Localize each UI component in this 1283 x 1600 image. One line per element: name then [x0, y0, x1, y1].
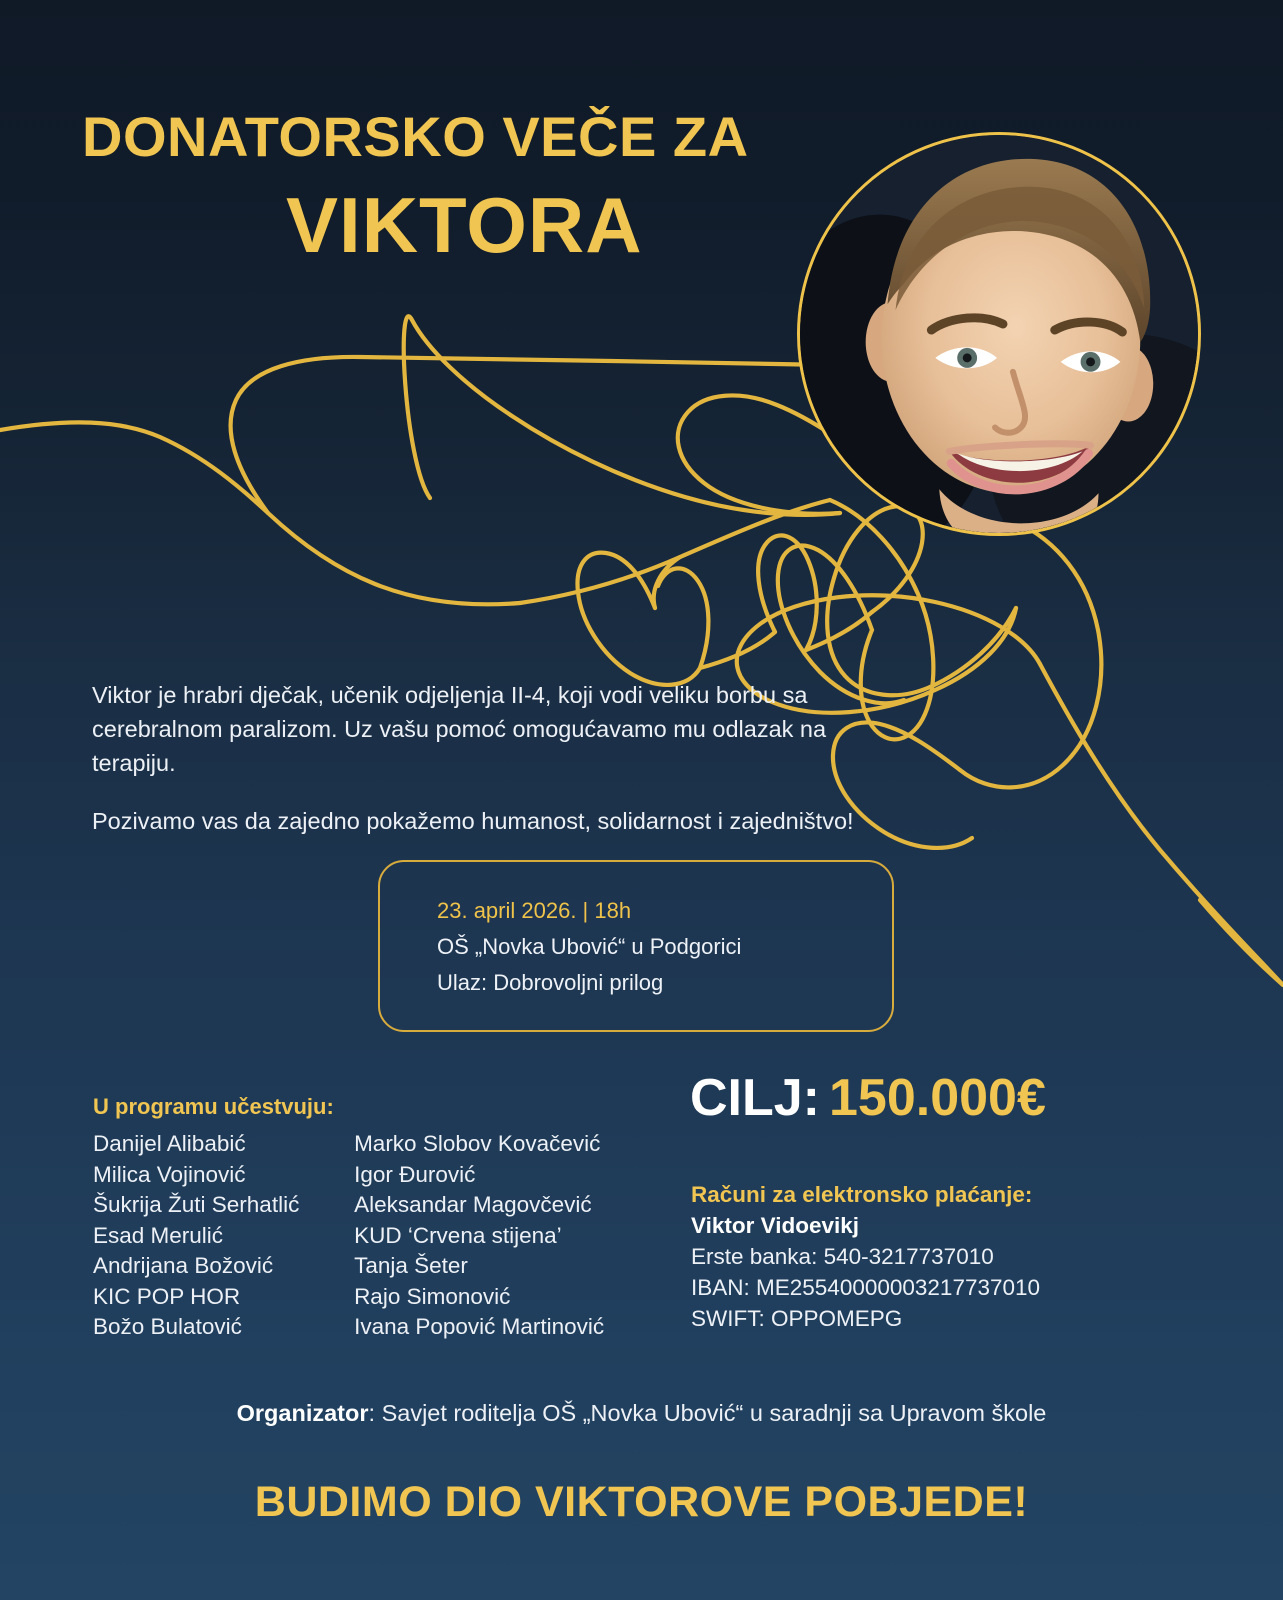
- participant-name: Božo Bulatović: [93, 1314, 242, 1339]
- description-paragraph-1: Viktor je hrabri dječak, učenik odjeljenja II-4, koji vodi veliku borbu sa cerebralnom paralizom. Uz vašu pomoć omogućavamo mu odlazak na terapiju.: [92, 682, 827, 776]
- goal-label: CILJ:: [690, 1069, 820, 1127]
- participant-name: Tanja Šeter: [354, 1253, 468, 1278]
- program-title: U programu učestvuju:: [93, 1094, 334, 1119]
- participant-name: Esad Merulić: [93, 1222, 224, 1248]
- event-venue: OŠ „Novka Ubović“ u Podgorici: [437, 934, 742, 959]
- organizer-line: [0, 1400, 1283, 1427]
- organizer-text: : Savjet roditelja OŠ „Novka Ubović“ u saradnji sa Upravom škole: [368, 1400, 1047, 1426]
- event-date-time: 23. april 2026. | 18h: [437, 898, 632, 923]
- participant-name: KUD ‘Crvena stijena’: [354, 1222, 562, 1248]
- program-column-right: [354, 1129, 653, 1343]
- participant-name: Šukrija Žuti Serhatlić: [93, 1192, 300, 1217]
- participant-name: Aleksandar Magovčević: [354, 1192, 592, 1217]
- iban-number: IBAN: ME25540000003217737010: [691, 1275, 1041, 1300]
- description-block: [92, 678, 882, 838]
- viktor-portrait-photo: [797, 132, 1201, 536]
- program-section: [93, 1094, 653, 1343]
- participant-name: Marko Slobov Kovačević: [354, 1131, 601, 1156]
- participant-name: KIC POP HOR: [93, 1283, 241, 1309]
- fundraising-goal: [690, 1068, 1046, 1128]
- bank-account-number: Erste banka: 540-3217737010: [691, 1244, 994, 1269]
- account-holder-name: Viktor Vidoevikj: [691, 1213, 859, 1238]
- headline-primary: DONATORSKO VEČE ZA: [82, 105, 749, 168]
- program-columns: [93, 1129, 653, 1343]
- bank-details-section: [691, 1180, 1161, 1334]
- swift-code: SWIFT: OPPOMEPG: [691, 1306, 903, 1331]
- headline-name: VIKTORA: [286, 181, 643, 269]
- goal-amount: 150.000€: [829, 1069, 1046, 1127]
- event-entry: Ulaz: Dobrovoljni prilog: [437, 970, 664, 995]
- participant-name: Ivana Popović Martinović: [354, 1314, 605, 1339]
- description-paragraph-2: Pozivamo vas da zajedno pokažemo humanost, solidarnost i zajedništvo!: [92, 808, 854, 834]
- bank-details-title: Računi za elektronsko plaćanje:: [691, 1182, 1033, 1207]
- participant-name: Danijel Alibabić: [93, 1131, 246, 1156]
- participant-name: Rajo Simonović: [354, 1283, 511, 1309]
- event-details-box: [378, 860, 894, 1032]
- participant-name: Igor Đurović: [354, 1161, 476, 1187]
- organizer-label: Organizator: [236, 1400, 369, 1426]
- participant-name: Andrijana Božović: [93, 1253, 274, 1278]
- closing-slogan: BUDIMO DIO VIKTOROVE POBJEDE!: [254, 1478, 1029, 1526]
- event-details-content: [437, 893, 741, 1001]
- program-column-left: [93, 1129, 354, 1343]
- participant-name: Milica Vojinović: [93, 1161, 246, 1187]
